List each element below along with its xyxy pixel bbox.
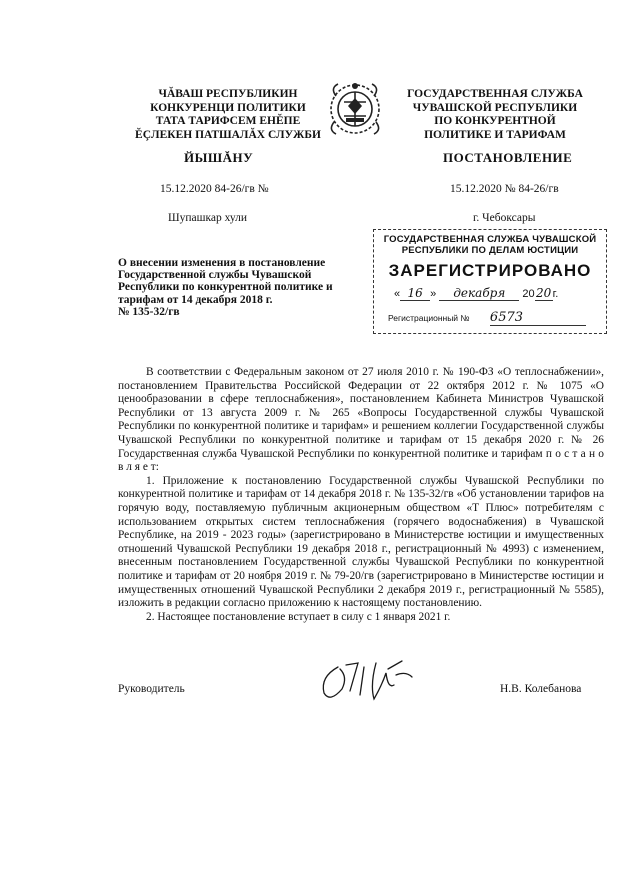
header-right-line: ЧУВАШСКОЙ РЕСПУБЛИКИ xyxy=(412,101,578,114)
stamp-authority-line2: РЕСПУБЛИКИ ПО ДЕЛАМ ЮСТИЦИИ xyxy=(401,245,579,256)
stamp-registration xyxy=(388,310,598,326)
stamp-day: 16 xyxy=(400,286,430,301)
body-paragraph: 2. Настоящее постановление вступает в силу с 1 января 2021 г. xyxy=(146,610,451,623)
body-paragraph: В соответствии с Федеральным законом от 27 июля 2010 г. № 190-ФЗ «О теплоснабжении», постановлением Правительства Российской Федерации от 22 октября 2012 г. № 1075 «О ценообразовании в сфере теплоснабжения», постановлением Кабинета Министров Чувашской Республики от 13 августа 2009 г. № 265 «Вопросы Государственной службы Чувашской Республики по конкурентной политике и тарифам» и решением коллегии Государственной службы Чувашской Республики по конкурентной политике и тарифам от 15 декабря 2020 г. № 26 Государственная служба Чувашской Республики по конкурентной политике и тарифам п о с т а н о в л я е т: xyxy=(118,366,604,474)
document-body xyxy=(118,366,604,624)
header-right xyxy=(385,88,605,142)
stamp-title: ЗАРЕГИСТРИРОВАНО xyxy=(388,261,592,280)
header-left-line: ЧĂВАШ РЕСПУБЛИКИН xyxy=(158,88,298,100)
registration-stamp xyxy=(373,229,607,334)
chuvash-emblem-icon xyxy=(324,78,386,140)
stamp-authority-line1: ГОСУДАРСТВЕННАЯ СЛУЖБА ЧУВАШСКОЙ xyxy=(383,234,597,245)
doc-type-russian: ПОСТАНОВЛЕНИЕ xyxy=(443,150,573,165)
header-left xyxy=(118,88,338,142)
subject-line: О внесении изменения в постановление xyxy=(118,257,326,269)
header-right-line: ПО КОНКУРЕНТНОЙ xyxy=(434,115,556,127)
header-left-line: КОНКУРЕНЦИ ПОЛИТИКИ xyxy=(150,101,306,114)
document-subject xyxy=(118,257,368,318)
stamp-year-prefix: 20 xyxy=(522,288,535,300)
stamp-date: « 16 » декабря 2020г. xyxy=(394,286,559,300)
stamp-reg-number: 6573 xyxy=(490,310,586,326)
stamp-reg-label: Регистрационный № xyxy=(388,313,470,323)
stamp-month: декабря xyxy=(439,286,519,301)
subject-line: Республики по конкурентной политике и xyxy=(118,281,333,294)
body-paragraph: 1. Приложение к постановлению Государственной службы Чувашской Республики по конкурентной политике и тарифам от 14 декабря 2018 г. № 135-32/гв «Об установлении тарифов на горячую воду, поставляемую публичным акционерным обществом «Т Плюс» потребителям с использованием открытых систем теплоснабжения (горячего водоснабжения) в Чувашской Республике, на 2019 - 2023 годы» (зарегистрировано в Министерстве юстиции и имущественных отношений Чувашской Республики 19 декабря 2018 г., регистрационный № 4993) с изменением, внесенным постановлением Государственной службы Чувашской Республики по конкурентной политике и тарифам от 20 ноября 2019 г. № 79-20/гв (зарегистрировано в Министерстве юстиции и имущественных отношений Чувашской Республики 2 декабря 2019 г., регистрационный № 5585), изложить в редакции согласно приложению к настоящему постановлению. xyxy=(118,474,604,610)
handwritten-signature-icon xyxy=(316,655,421,705)
city-right: г. Чебоксары xyxy=(473,212,536,224)
header-left-line: ТАТА ТАРИФСЕМ ЕНĔПЕ xyxy=(155,115,301,127)
doc-type-chuvash: ЙЫШĂНУ xyxy=(184,150,254,165)
stamp-year-suffix: 20 xyxy=(535,286,552,300)
subject-line: тарифам от 14 декабря 2018 г. xyxy=(118,293,273,306)
header-right-line: ПОЛИТИКЕ И ТАРИФАМ xyxy=(424,128,566,141)
subject-line: Государственной службы Чувашской xyxy=(118,269,312,282)
signatory-name: Н.В. Колебанова xyxy=(500,683,582,695)
header-right-line: ГОСУДАРСТВЕННАЯ СЛУЖБА xyxy=(407,88,583,100)
date-number-right: 15.12.2020 № 84-26/гв xyxy=(450,183,559,195)
date-number-left: 15.12.2020 84-26/гв № xyxy=(160,183,269,195)
subject-line: № 135-32/гв xyxy=(118,305,180,318)
header-left-line: ĔÇЛЕКЕН ПАТШАЛĂХ СЛУЖБИ xyxy=(135,128,321,141)
stamp-year-end: г. xyxy=(552,288,559,300)
city-left: Шупашкар хули xyxy=(168,212,248,224)
signatory-title: Руководитель xyxy=(118,683,185,695)
